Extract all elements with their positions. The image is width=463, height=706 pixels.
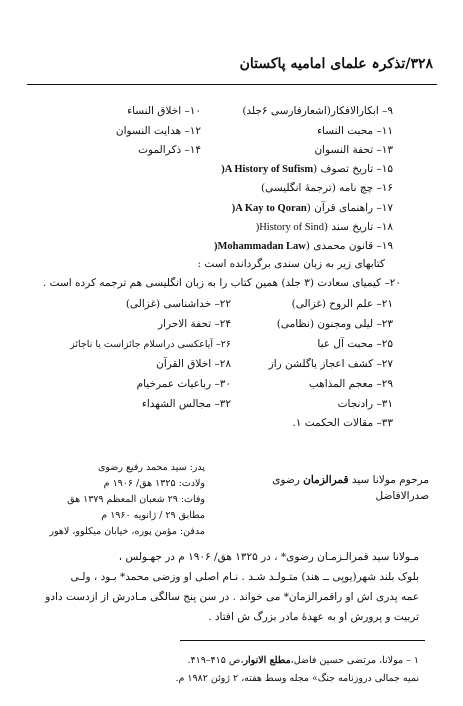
list-item-25: ۲۵– محبت آل عبا bbox=[317, 338, 393, 350]
list-item-24: ۲۴– تحفة الاحرار bbox=[157, 318, 231, 330]
list-item-17: ۱۷– راهنمای قرآن (A Kay to Qoran) bbox=[231, 202, 393, 214]
list-item-17-en: A Kay to Qoran bbox=[235, 203, 307, 214]
bio-line-3: عمه پدری اش او راقمرالزمان* می خواند . در سن پنج سالگی مـادرش از ازدست دادو bbox=[45, 591, 419, 603]
caption-birth: ولادت: ۱۳۲۵ ه‍ق/ ۱۹۰۶ م bbox=[103, 478, 205, 489]
list-item-13: ۱۳– تحفة النسوان bbox=[314, 144, 393, 156]
list-item-22: ۲۲– خداشناسی (غزالی) bbox=[125, 298, 231, 310]
list-item-16: ۱۶– چچ نامه (ترجمۀ انگلیسی) bbox=[260, 182, 393, 194]
list-item-9: ۹– ابکارالافکار(اشعارفارسی ۶جلد) bbox=[242, 105, 393, 117]
list-item-15-fa: ۱۵– تاریخ تصوف ( bbox=[313, 163, 393, 175]
footnote-1-suffix: ،ص ۴۱۵–۴۱۹. bbox=[187, 655, 244, 666]
list-item-20: ۲۰– کیمیای سعادت (۳ جلد) همین کتاب را به زبان انگلیسی هم ترجمه کرده است . bbox=[43, 277, 401, 289]
list-item-31: ۳۱– رادنجات bbox=[337, 398, 393, 410]
list-item-12: ۱۲– هدایت النسوان bbox=[115, 125, 201, 137]
caption-death: وفات: ۲۹ شعبان المعظم ۱۳۷۹ ه‍ق bbox=[67, 494, 205, 505]
caption-burial: مدفن: مؤمن پوره، خیابان میکلوو، لاهور bbox=[49, 526, 205, 537]
list-item-15: ۱۵– تاریخ تصوف (A History of Sufism) bbox=[221, 163, 393, 175]
list-item-19-fa: ۱۹– قانون محمدی ( bbox=[305, 240, 393, 252]
caption-equiv: مطابق ۲۹ / ژانویه ۱۹۶۰ م bbox=[101, 510, 205, 521]
list-item-18-fa: ۱۸– تاریخ سند ( bbox=[323, 221, 393, 233]
list-item-19: ۱۹– قانون محمدی (Mohammadan Law) bbox=[213, 240, 393, 252]
list-item-32: ۳۲– مجالس الشهداء bbox=[141, 398, 231, 410]
bio-line-1: مـولانا سید قمرالـزمـان رضوی* ، در ۱۳۲۵ ه‍ق/ ۱۹۰۶ م در جهـولس ، bbox=[118, 551, 419, 563]
list-item-23: ۲۳– لیلی ومجنون (نظامی) bbox=[276, 318, 393, 330]
list-item-10: ۱۰– اخلاق النساء bbox=[127, 105, 201, 117]
list-item-17-fa: ۱۷– راهنمای قرآن ( bbox=[306, 202, 393, 214]
list-item-18-en: History of Sind bbox=[259, 222, 324, 233]
list-item-19-en: Mohammadan Law bbox=[217, 241, 306, 252]
footnote-1 bbox=[59, 654, 419, 668]
footnote-2: نمیه جمالی دروزنامه جنگ» مجله وسط هفته، ۲ ژوئن ۱۹۸۲ م. bbox=[175, 673, 419, 684]
list-item-26: ۲۶– آیاعکسی دراسلام جائزاست یا ناجائز bbox=[70, 339, 231, 350]
caption-name-suffix: رضوی bbox=[272, 474, 300, 486]
footnote-divider bbox=[180, 640, 425, 641]
footnote-1-prefix: ۱ – مولانا، مرتضی حسین فاضل، bbox=[290, 655, 419, 666]
list-item-18: ۱۸– تاریخ سند (History of Sind) bbox=[255, 221, 393, 233]
list-item-14: ۱۴– ذکرالموت bbox=[138, 144, 201, 156]
bio-line-4: تربیت و پرورش او به عهدۀ مادر بزرگ ش افتاد . bbox=[208, 611, 419, 623]
list-item-33: ۳۳– مقالات الحکمت ۱. bbox=[292, 417, 393, 429]
list-item-21: ۲۱– علم الروح (غزالی) bbox=[291, 298, 393, 310]
list-item-27: ۲۷– کشف اعجاز یاگلشن راز bbox=[268, 358, 393, 370]
footnote-1-title: مطلع الانوار bbox=[243, 655, 291, 666]
caption-father: پدر: سید محمد رفیع رضوی bbox=[97, 462, 205, 473]
caption-name-prefix: مرحوم مولانا سید bbox=[351, 474, 429, 486]
bio-line-2: بلوک بلند شهر(یوپی ــ هند) متـولـد شـد . نـام اصلی او وزضی محمد* بـود ، ولـی bbox=[70, 571, 419, 583]
list-item-15-en: A History of Sufism bbox=[224, 164, 314, 175]
page-header-title: ۳۲۸/تذکرہ علمای امامیه پاکستان bbox=[239, 56, 433, 72]
list-item-28: ۲۸– اخلاق القرآن bbox=[156, 358, 231, 370]
list-item-29: ۲۹– معجم المذاهب bbox=[308, 378, 393, 390]
intro-text: کتابهای زیر به زبان سندی برگردانده است : bbox=[197, 258, 385, 270]
caption-name-bold: قمرالزمان bbox=[303, 474, 349, 486]
page-header bbox=[27, 54, 437, 85]
list-item-11: ۱۱– محبت النساء bbox=[317, 125, 393, 137]
caption-title: صدرالافاضل bbox=[375, 490, 429, 502]
caption-name bbox=[229, 473, 429, 487]
list-item-30: ۳۰– رباعیات عمرخیام bbox=[136, 378, 231, 390]
